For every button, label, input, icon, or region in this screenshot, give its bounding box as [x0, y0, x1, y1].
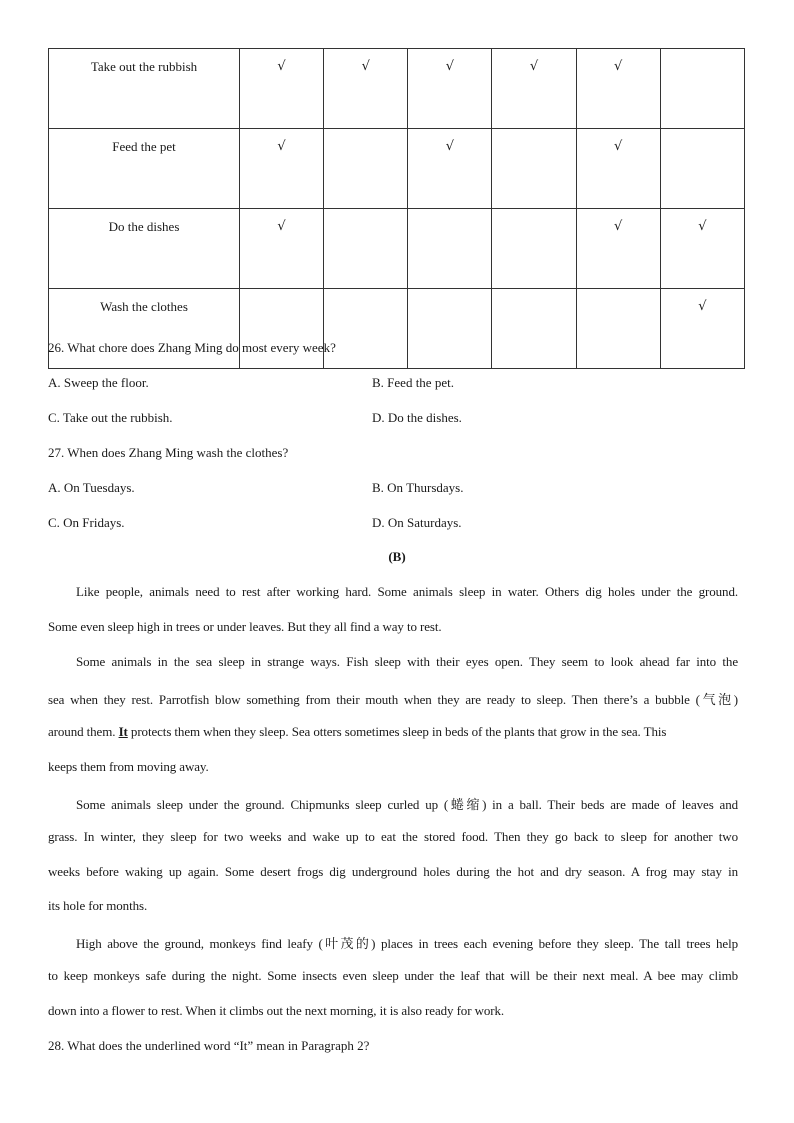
table-row — [49, 289, 745, 369]
chore-name: Take out the rubbish — [49, 49, 240, 129]
table-row — [49, 209, 745, 289]
paragraph-1-line: Some even sleep high in trees or under leaves. But they all find a way to rest. — [48, 619, 442, 634]
check-cell: √ — [240, 209, 324, 289]
check-cell — [240, 289, 324, 369]
table-row — [49, 49, 745, 129]
paragraph-2-line: Some animals in the sea sleep in strange ways. Fish sleep with their eyes open. They seem to look ahead far into the — [76, 654, 738, 669]
paragraph-2-text: around them. — [48, 724, 116, 739]
check-cell: √ — [408, 49, 492, 129]
check-cell — [576, 289, 660, 369]
check-cell — [324, 209, 408, 289]
paragraph-4-line: down into a flower to rest. When it climbs out the next morning, it is also ready for work. — [48, 1003, 505, 1018]
question-26-stem: 26. What chore does Zhang Ming do most every week? — [48, 340, 336, 355]
question-27-option-b[interactable]: B. On Thursdays. — [372, 480, 464, 495]
check-cell: √ — [240, 49, 324, 129]
paragraph-4-line: to keep monkeys safe during the night. Some insects even sleep under the leaf that will be their next meal. A bee may climb — [48, 968, 738, 983]
check-cell — [660, 129, 744, 209]
check-cell: √ — [324, 49, 408, 129]
paragraph-4-line: High above the ground, monkeys find leafy (叶茂的) places in trees each evening before they sleep. The tall trees help — [76, 936, 738, 951]
check-cell: √ — [576, 129, 660, 209]
check-cell: √ — [660, 289, 744, 369]
paragraph-3-line: Some animals sleep under the ground. Chipmunks sleep curled up (蜷缩) in a ball. Their beds are made of leaves and — [76, 797, 738, 812]
section-title: (B) — [388, 549, 406, 564]
question-28-stem: 28. What does the underlined word “It” mean in Paragraph 2? — [48, 1038, 370, 1053]
paragraph-2-line — [48, 724, 738, 740]
chore-name: Wash the clothes — [49, 289, 240, 369]
chore-name: Do the dishes — [49, 209, 240, 289]
check-cell: √ — [240, 129, 324, 209]
paragraph-2-text: protects them when they sleep. Sea otters sometimes sleep in beds of the plants that grow in the sea. This — [130, 724, 667, 739]
question-27-option-c[interactable]: C. On Fridays. — [48, 515, 125, 530]
check-cell: √ — [492, 49, 576, 129]
paragraph-1-line: Like people, animals need to rest after working hard. Some animals sleep in water. Others dig holes under the ground. — [76, 584, 738, 599]
check-cell — [408, 209, 492, 289]
question-26-option-c[interactable]: C. Take out the rubbish. — [48, 410, 173, 425]
underlined-word-it: It — [118, 724, 128, 739]
question-27-option-a[interactable]: A. On Tuesdays. — [48, 480, 135, 495]
check-cell: √ — [576, 49, 660, 129]
paragraph-3-line: its hole for months. — [48, 898, 148, 913]
check-cell: √ — [660, 209, 744, 289]
question-27-stem: 27. When does Zhang Ming wash the clothes? — [48, 445, 289, 460]
check-cell — [324, 289, 408, 369]
paragraph-3-line: grass. In winter, they sleep for two weeks and wake up to eat the stored food. Then they go back to sleep for another two — [48, 829, 738, 844]
chore-name: Feed the pet — [49, 129, 240, 209]
question-26-option-d[interactable]: D. Do the dishes. — [372, 410, 462, 425]
check-cell — [492, 129, 576, 209]
check-cell — [492, 289, 576, 369]
check-cell: √ — [576, 209, 660, 289]
paragraph-3-line: weeks before waking up again. Some desert frogs dig underground holes during the hot and dry season. A frog may stay in — [48, 864, 738, 879]
question-26-option-a[interactable]: A. Sweep the floor. — [48, 375, 149, 390]
check-cell — [324, 129, 408, 209]
question-27-option-d[interactable]: D. On Saturdays. — [372, 515, 462, 530]
paragraph-2-line: sea when they rest. Parrotfish blow something from their mouth when they are ready to sleep. Then there’s a bubble (气泡) — [48, 692, 738, 707]
check-cell — [408, 289, 492, 369]
table-row — [49, 129, 745, 209]
question-26-option-b[interactable]: B. Feed the pet. — [372, 375, 454, 390]
check-cell — [660, 49, 744, 129]
check-cell: √ — [408, 129, 492, 209]
check-cell — [492, 209, 576, 289]
chores-table — [48, 48, 745, 369]
paragraph-2-line: keeps them from moving away. — [48, 759, 209, 774]
